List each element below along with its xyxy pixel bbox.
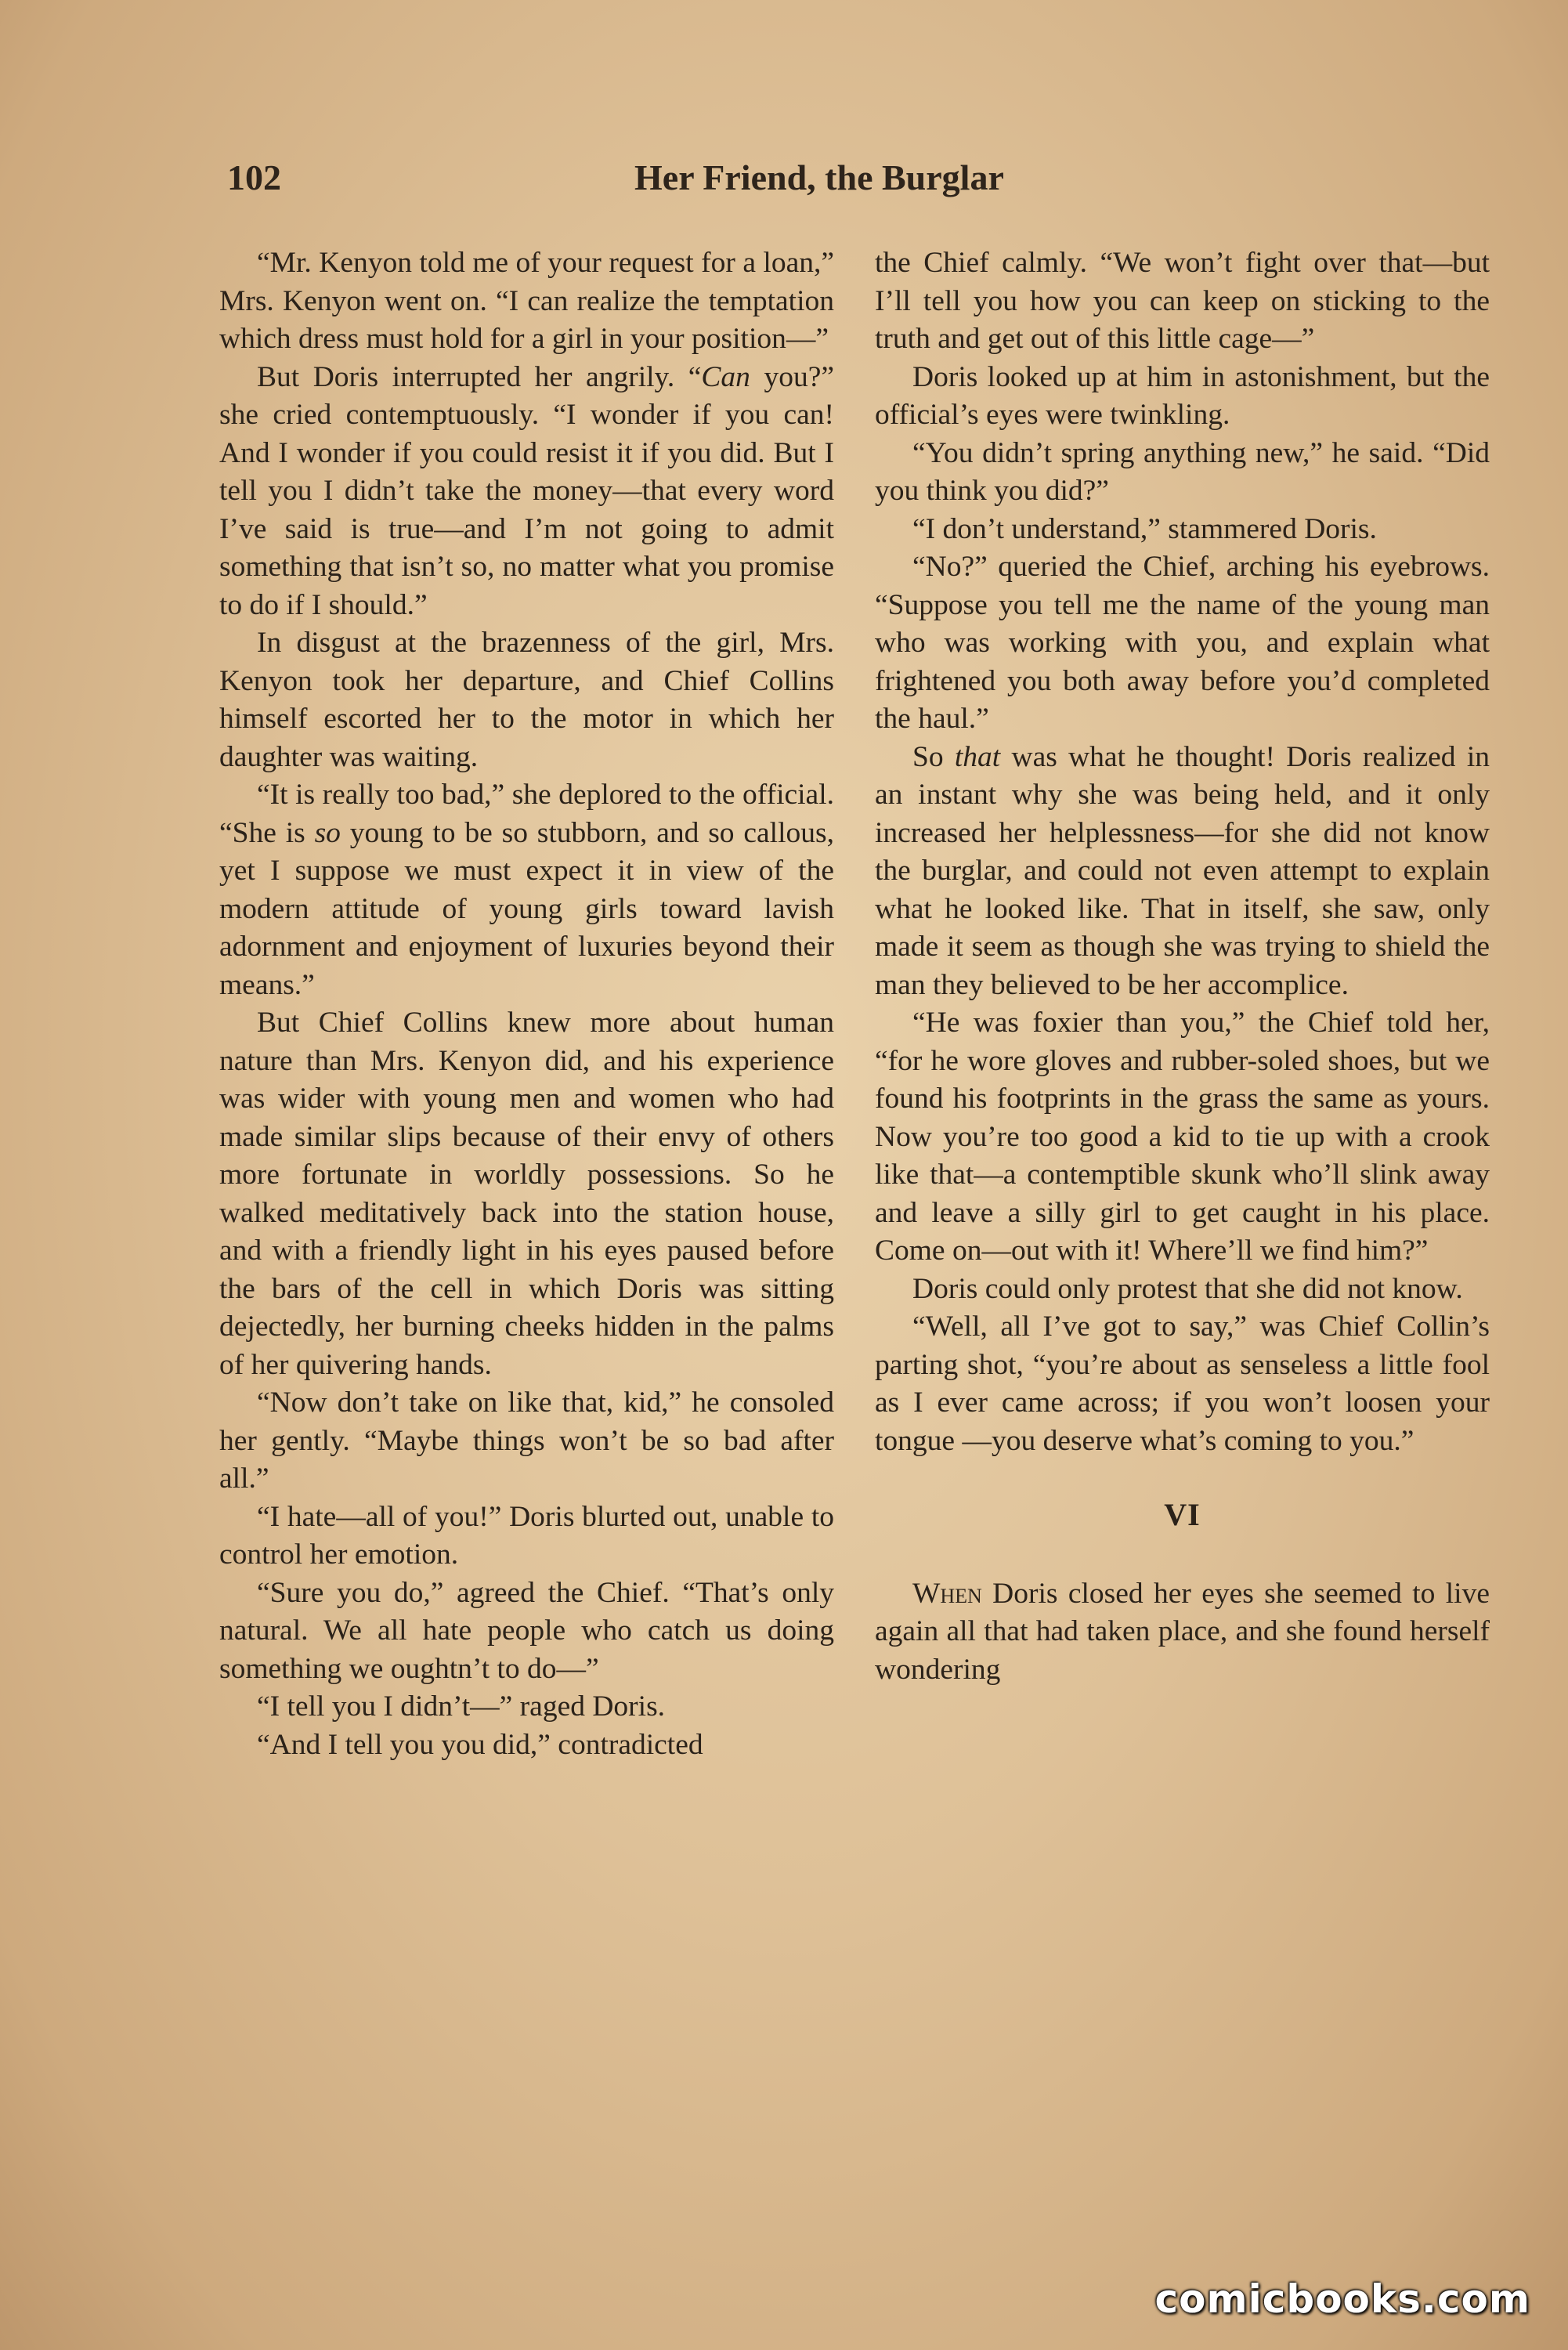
paragraph: “He was foxier than you,” the Chief told her, “for he wore gloves and rubber-soled shoes, but we found his footprints in the grass the same as yours. Now you’re too good a kid to tie up with a crook like that—a contemptible skunk who’ll slink away and leave a silly girl to get caught in his place. Come on—out with it! Where’ll we find him?” [875,1007,1490,1267]
right-column [875,244,1490,1689]
text-run: Doris closed her eyes she seemed to live again all that had taken place, and she found herself wondering [875,1577,1490,1686]
text-run: But Doris interrupted her angrily. “ [257,360,702,393]
text-run: “It is really too bad,” she deplored to the official. “She is [219,779,834,849]
paragraph: “Sure you do,” agreed the Chief. “That’s only natural. We all hate people who catch us doing something we oughtn’t to do—” [219,1576,834,1685]
paragraph: Doris looked up at him in astonishment, but the official’s eyes were twinkling. [875,360,1490,431]
section-heading: VI [1164,1497,1201,1532]
page-header [227,157,1371,219]
paragraph [219,776,834,1004]
text-run: was what he thought! Doris realized in an instant why she was being held, and it only increased her helplessness—for she did not know the burglar, and could not even attempt to explain what he looked like. That in itself, she saw, only made it seem as though she was trying to shield the man they believed to be her accomplice. [875,740,1490,1001]
paragraph: “Mr. Kenyon told me of your request for a loan,” Mrs. Kenyon went on. “I can realize the temptation which dress must hold for a girl in your position—” [219,247,834,355]
paragraph: “I hate—all of you!” Doris blurted out, unable to control her emotion. [219,1500,834,1571]
paragraph [219,359,834,625]
paragraph: “No?” queried the Chief, arching his eyebrows. “Suppose you tell me the name of the young man who was working with you, and explain what frightened you both away before you’d completed the haul.” [875,551,1490,735]
paragraph: “And I tell you you did,” contradicted [257,1728,703,1761]
text-run: young to be so stubborn, and so callous, yet I suppose we must expect it in view of the modern attitude of young girls toward lavish adornment and enjoyment of luxuries beyond their means.” [219,816,834,1001]
italic-text: so [314,816,341,849]
paragraph: “I tell you I didn’t—” raged Doris. [257,1690,666,1723]
paragraph: “I don’t understand,” stammered Doris. [912,512,1377,545]
paragraph: “Well, all I’ve got to say,” was Chief Collin’s parting shot, “you’re about as senseless a little fool as I ever came across; if you won’t loosen your tongue —you deserve what’s coming to you.” [875,1311,1490,1457]
running-head: Her Friend, the Burglar [634,157,1004,197]
paragraph: Doris could only protest that she did not know. [912,1272,1463,1305]
paragraph: “Now don’t take on like that, kid,” he consoled her gently. “Maybe things won’t be so bad after all.” [219,1386,834,1495]
italic-text: that [954,740,1001,773]
paragraph: In disgust at the brazenness of the girl, Mrs. Kenyon took her departure, and Chief Collins himself escorted her to the motor in which her daughter was waiting. [219,627,834,773]
watermark: comicbooks.com [1154,2276,1530,2322]
paragraph: the Chief calmly. “We won’t fight over that—but I’ll tell you how you can keep on sticking to the truth and get out of this little cage—” [875,247,1490,355]
italic-text: Can [701,360,750,393]
left-column [219,244,834,1764]
page-number: 102 [227,157,281,197]
text-run: So [912,740,955,773]
text-run: you?” she cried contemptuously. “I wonder if you can! And I wonder if you could resist it if you did. But I tell you I didn’t take the money—that every word I’ve said is true—and I’m not going to admit something that isn’t so, no matter what you promise to do if I should.” [219,360,834,621]
paragraph [875,739,1490,1005]
paragraph: But Chief Collins knew more about human nature than Mrs. Kenyon did, and his experience was wider with young men and women who had made similar slips because of their envy of others more fortunate in worldly possessions. So he walked meditatively back into the station house, and with a friendly light in his eyes paused before the bars of the cell in which Doris was sitting dejectedly, her burning cheeks hidden in the palms of her quivering hands. [219,1007,834,1381]
paragraph: “You didn’t spring anything new,” he said. “Did you think you did?” [875,436,1490,507]
small-caps-lead: When [912,1577,982,1610]
paragraph [875,1575,1490,1690]
